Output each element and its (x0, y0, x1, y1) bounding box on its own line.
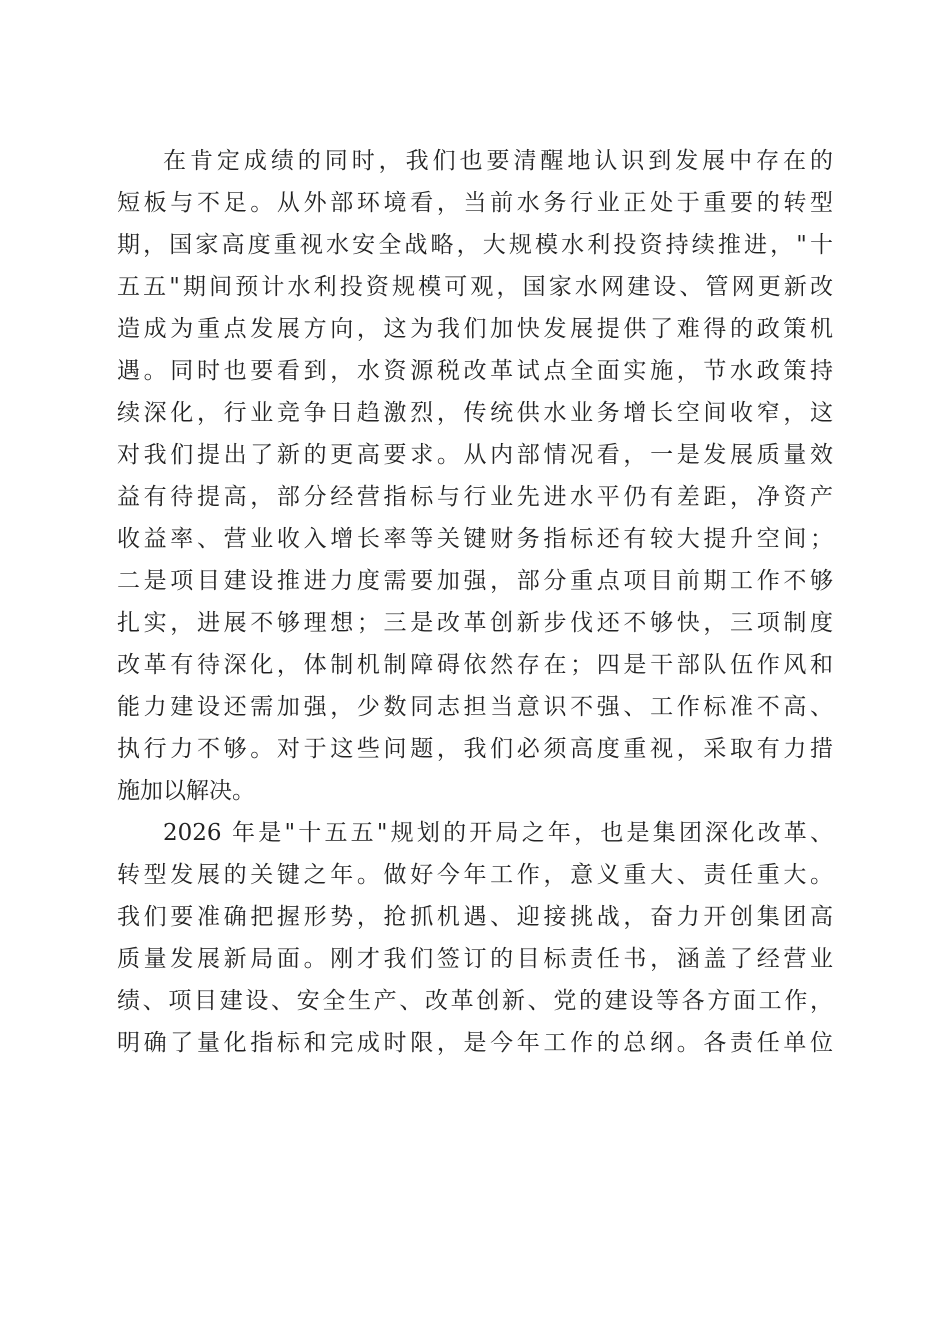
text-line: 对我们提出了新的更高要求。从内部情况看，一是发展质量效 (117, 442, 833, 468)
text-line: 改革有待深化，体制机制障碍依然存在；四是干部队伍作风和 (117, 652, 833, 678)
text-line: 期，国家高度重视水安全战略，大规模水利投资持续推进，"十 (117, 232, 833, 258)
text-line: 五五"期间预计水利投资规模可观，国家水网建设、管网更新改 (117, 274, 833, 300)
text-line: 益有待提高，部分经营指标与行业先进水平仍有差距，净资产 (117, 484, 833, 510)
text-line: 质量发展新局面。刚才我们签订的目标责任书，涵盖了经营业 (117, 946, 833, 972)
text-line: 施加以解决。 (117, 778, 255, 804)
text-line: 明确了量化指标和完成时限，是今年工作的总纲。各责任单位 (117, 1030, 833, 1056)
text-line: 收益率、营业收入增长率等关键财务指标还有较大提升空间； (117, 526, 833, 552)
text-line: 我们要准确把握形势，抢抓机遇、迎接挑战，奋力开创集团高 (117, 904, 833, 930)
paragraph-2 (117, 812, 833, 1064)
text-line: 造成为重点发展方向，这为我们加快发展提供了难得的政策机 (117, 316, 833, 342)
text-line: 执行力不够。对于这些问题，我们必须高度重视，采取有力措 (117, 736, 833, 762)
text-line: 短板与不足。从外部环境看，当前水务行业正处于重要的转型 (117, 190, 833, 216)
text-line: 二是项目建设推进力度需要加强，部分重点项目前期工作不够 (117, 568, 833, 594)
text-line: 绩、项目建设、安全生产、改革创新、党的建设等各方面工作， (117, 988, 833, 1014)
text-line: 扎实，进展不够理想；三是改革创新步伐还不够快，三项制度 (117, 610, 833, 636)
text-line: 续深化，行业竞争日趋激烈，传统供水业务增长空间收窄，这 (117, 400, 833, 426)
text-line: 转型发展的关键之年。做好今年工作，意义重大、责任重大。 (117, 862, 833, 888)
document-body (117, 140, 833, 1064)
text-line: 2026 年是"十五五"规划的开局之年，也是集团深化改革、 (163, 820, 833, 846)
text-line: 能力建设还需加强，少数同志担当意识不强、工作标准不高、 (117, 694, 833, 720)
paragraph-1 (117, 140, 833, 812)
text-line: 遇。同时也要看到，水资源税改革试点全面实施，节水政策持 (117, 358, 833, 384)
text-line: 在肯定成绩的同时，我们也要清醒地认识到发展中存在的 (163, 148, 833, 174)
